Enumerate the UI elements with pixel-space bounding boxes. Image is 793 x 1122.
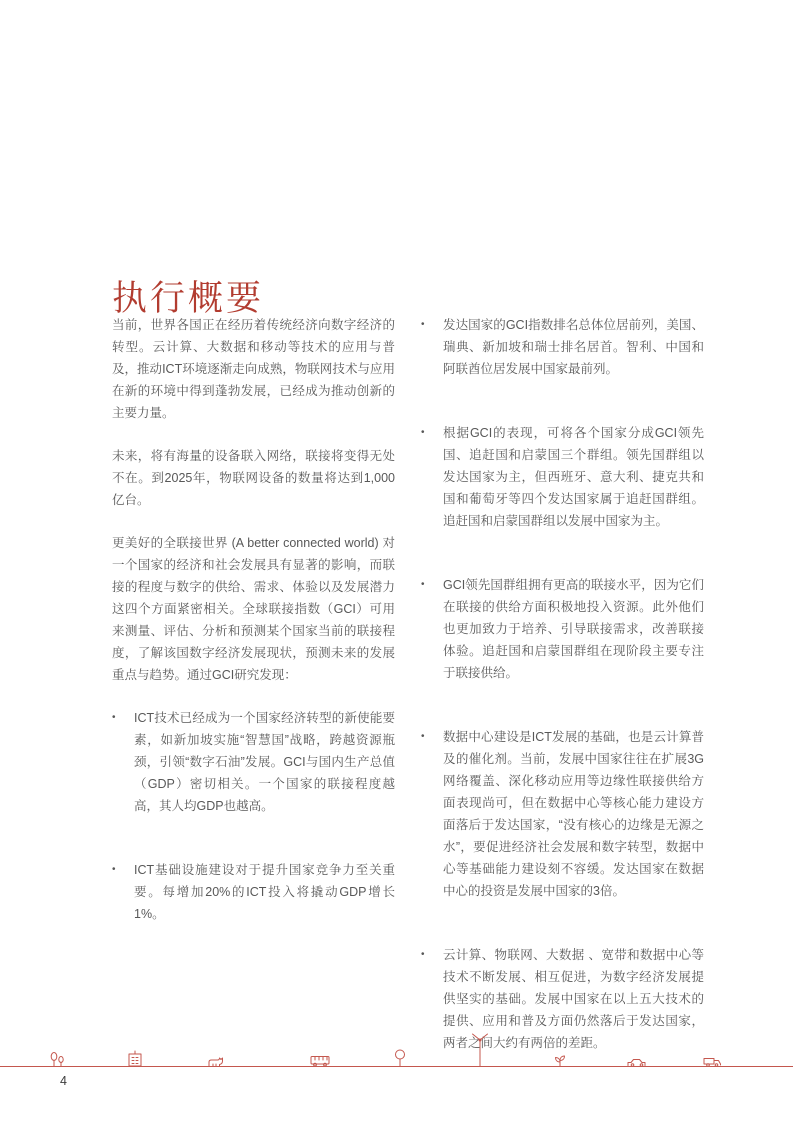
bullet-item [112, 859, 395, 946]
bullet-marker: • [421, 731, 425, 742]
bullet-marker: • [112, 864, 116, 875]
bullet-text: ICT基础设施建设对于提升国家竞争力至关重要。每增加20%的ICT投入将撬动GDP增长1%。 [134, 863, 395, 921]
footer-skyline [0, 1026, 793, 1068]
bullet-text: GCI领先国群组拥有更高的联接水平，因为它们在联接的供给方面积极地投入资源。此外他们也更加致力于培养、引导联接需求，改善联接体验。追赶国和启蒙国群组在现阶段主要专注于联接供给。 [443, 578, 704, 680]
bullet-item [421, 314, 704, 401]
bullet-marker: • [421, 319, 425, 330]
plant-icon [556, 1056, 565, 1066]
car-icon [628, 1060, 645, 1067]
bullet-text: 云计算、物联网、大数据 、宽带和数据中心等技术不断发展、相互促进，为数字经济发展提供坚实的基础。发展中国家在以上五大技术的提供、应用和普及方面仍然落后于发达国家，两者之间大约有两倍的差距。 [443, 948, 704, 1050]
building-icon [129, 1051, 141, 1066]
page-title: 执行概要 [112, 279, 265, 319]
paragraph: 未来，将有海量的设备联入网络，联接将变得无处不在。到2025年，物联网设备的数量将达到1,000亿台。 [112, 449, 395, 507]
page-number: 4 [60, 1074, 67, 1088]
bullet-marker: • [421, 949, 425, 960]
bullet-item [421, 574, 704, 705]
left-column [112, 314, 395, 1096]
trees-icon [51, 1053, 63, 1067]
bullet-item [112, 707, 395, 838]
tree-icon [396, 1050, 405, 1066]
bullet-item [421, 422, 704, 553]
windmill-icon [473, 1034, 488, 1066]
truck-icon [704, 1059, 721, 1067]
bullet-item [421, 726, 704, 923]
animal-icon [209, 1058, 223, 1066]
bullet-marker: • [421, 579, 425, 590]
paragraph: 当前，世界各国正在经历着传统经济向数字经济的转型。云计算、大数据和移动等技术的应用与普及，推动ICT环境逐渐走向成熟，物联网技术与应用在新的环境中得到蓬勃发展，已经成为推动创新的主要力量。 [112, 318, 395, 420]
bus-icon [311, 1057, 329, 1067]
right-column [421, 314, 704, 1096]
content-columns [112, 314, 704, 1096]
bullet-marker: • [112, 712, 116, 723]
bullet-text: 数据中心建设是ICT发展的基础，也是云计算普及的催化剂。当前，发展中国家往往在扩展3G网络覆盖、深化移动应用等边缘性联接供给方面表现尚可，但在数据中心等核心能力建设方面落后于发达国家，“没有核心的边缘是无源之水”，要促进经济社会发展和数字转型，数据中心等基础能力建设刻不容缓。发达国家在数据中心的投资是发展中国家的3倍。 [443, 730, 704, 898]
bullet-text: 发达国家的GCI指数排名总体位居前列，美国、瑞典、新加坡和瑞士排名居首。智利、中国和阿联酋位居发展中国家最前列。 [443, 318, 704, 376]
bullet-text: ICT技术已经成为一个国家经济转型的新使能要素，如新加坡实施“智慧国”战略，跨越资源瓶颈，引领“数字石油”发展。GCI与国内生产总值（GDP）密切相关。一个国家的联接程度越高，其人均GDP也越高。 [134, 711, 395, 813]
bullet-text: 根据GCI的表现，可将各个国家分成GCI领先国、追赶国和启蒙国三个群组。领先国群组以发达国家为主，但西班牙、意大利、捷克共和国和葡萄牙等四个发达国家属于追赶国群组。追赶国和启蒙国群组以发展中国家为主。 [443, 426, 704, 528]
bullet-marker: • [421, 427, 425, 438]
paragraph: 更美好的全联接世界 (A better connected world) 对一个国家的经济和社会发展具有显著的影响，而联接的程度与数字的供给、需求、体验以及发展潜力这四个方面紧密相关。全球联接指数（GCI）可用来测量、评估、分析和预测某个国家当前的联接程度，了解该国数字经济发展现状，预测未来的发展重点与趋势。通过GCI研究发现： [112, 536, 395, 682]
